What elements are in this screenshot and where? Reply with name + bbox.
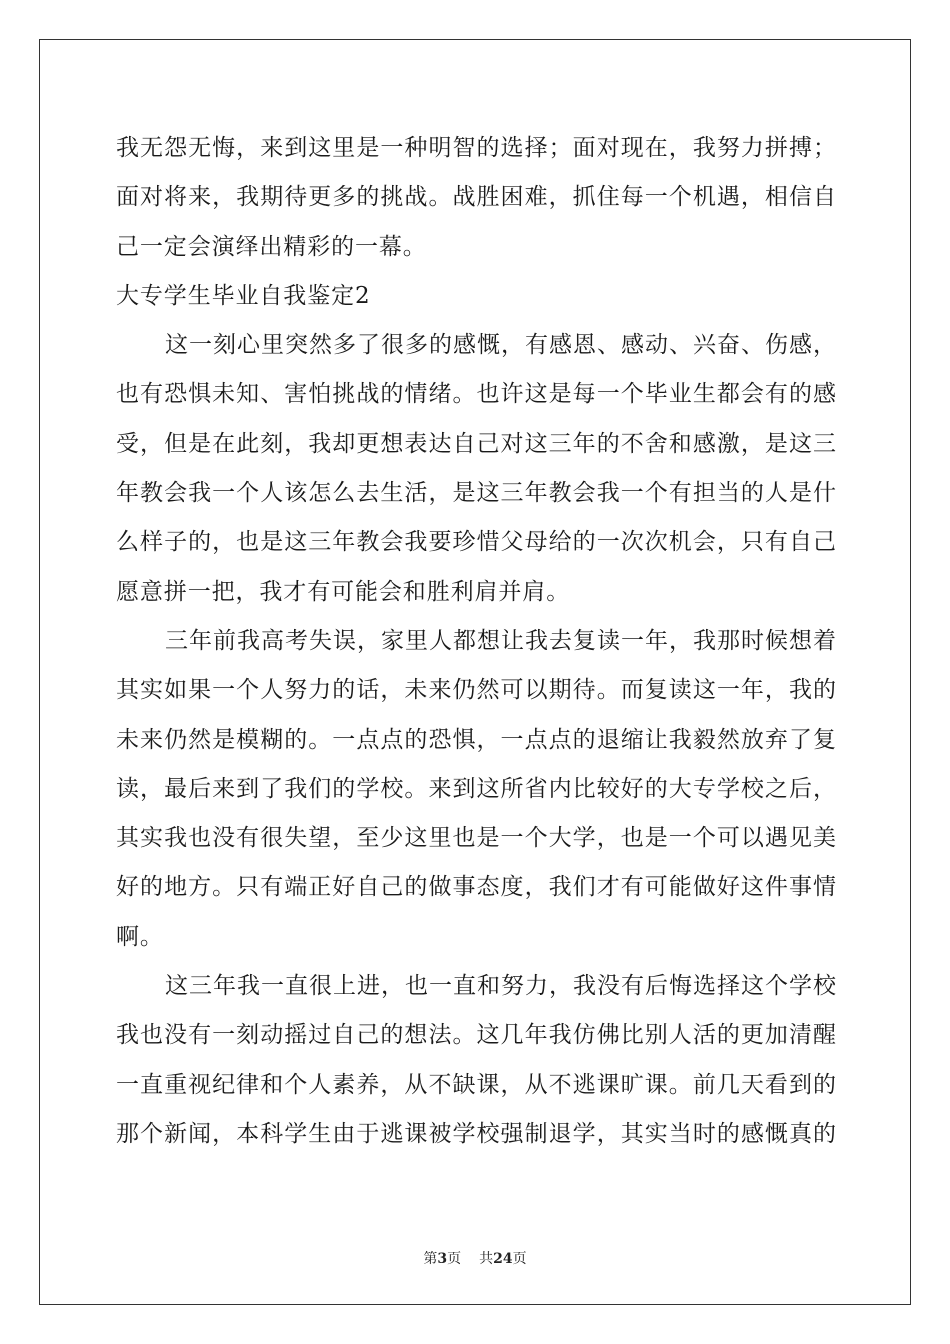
- total-prefix: 共: [479, 1251, 494, 1267]
- text-line: 这三年我一直很上进，也一直和努力，我没有后悔选择这个学校: [165, 973, 836, 1000]
- text-line: 么样子的，也是这三年教会我要珍惜父母给的一次次机会，只有自己: [116, 529, 836, 556]
- text-line: 年教会我一个人该怎么去生活，是这三年教会我一个有担当的人是什: [116, 480, 836, 507]
- text-line: 啊。: [116, 923, 164, 950]
- text-line: 这一刻心里突然多了很多的感慨，有感恩、感动、兴奋、伤感，: [165, 332, 836, 359]
- page-footer: [0, 1248, 950, 1268]
- current-page-number: 3: [437, 1251, 448, 1267]
- text-line: 读，最后来到了我们的学校。来到这所省内比较好的大专学校之后，: [116, 775, 836, 802]
- text-line: 愿意拼一把，我才有可能会和胜利肩并肩。: [116, 578, 571, 605]
- text-line: 未来仍然是模糊的。一点点的恐惧，一点点的退缩让我毅然放弃了复: [116, 726, 836, 753]
- section-heading: 大专学生毕业自我鉴定2: [116, 282, 371, 309]
- text-line: 好的地方。只有端正好自己的做事态度，我们才有可能做好这件事情: [116, 874, 836, 901]
- total-unit: 页: [512, 1251, 527, 1267]
- text-line: 面对将来，我期待更多的挑战。战胜困难，抓住每一个机遇，相信自: [116, 184, 836, 211]
- document-body: [116, 124, 836, 1159]
- text-line: 三年前我高考失误，家里人都想让我去复读一年，我那时候想着: [165, 627, 836, 654]
- text-line: 一直重视纪律和个人素养，从不缺课，从不逃课旷课。前几天看到的: [116, 1071, 836, 1098]
- page-prefix: 第: [423, 1251, 438, 1267]
- text-line: 那个新闻，本科学生由于逃课被学校强制退学，其实当时的感慨真的: [116, 1120, 836, 1147]
- text-line: 我也没有一刻动摇过自己的想法。这几年我仿佛比别人活的更加清醒: [116, 1022, 836, 1049]
- total-page-count: 24: [493, 1251, 513, 1267]
- text-line: 其实我也没有很失望，至少这里也是一个大学，也是一个可以遇见美: [116, 825, 836, 852]
- text-line: 受，但是在此刻，我却更想表达自己对这三年的不舍和感激，是这三: [116, 430, 836, 457]
- text-line: 己一定会演绎出精彩的一幕。: [116, 233, 427, 260]
- text-line: 我无怨无悔，来到这里是一种明智的选择；面对现在，我努力拼搏；: [116, 135, 836, 161]
- text-line: 其实如果一个人努力的话，未来仍然可以期待。而复读这一年，我的: [116, 677, 836, 704]
- text-line: 也有恐惧未知、害怕挑战的情绪。也许这是每一个毕业生都会有的感: [116, 381, 836, 408]
- page-unit: 页: [447, 1251, 462, 1267]
